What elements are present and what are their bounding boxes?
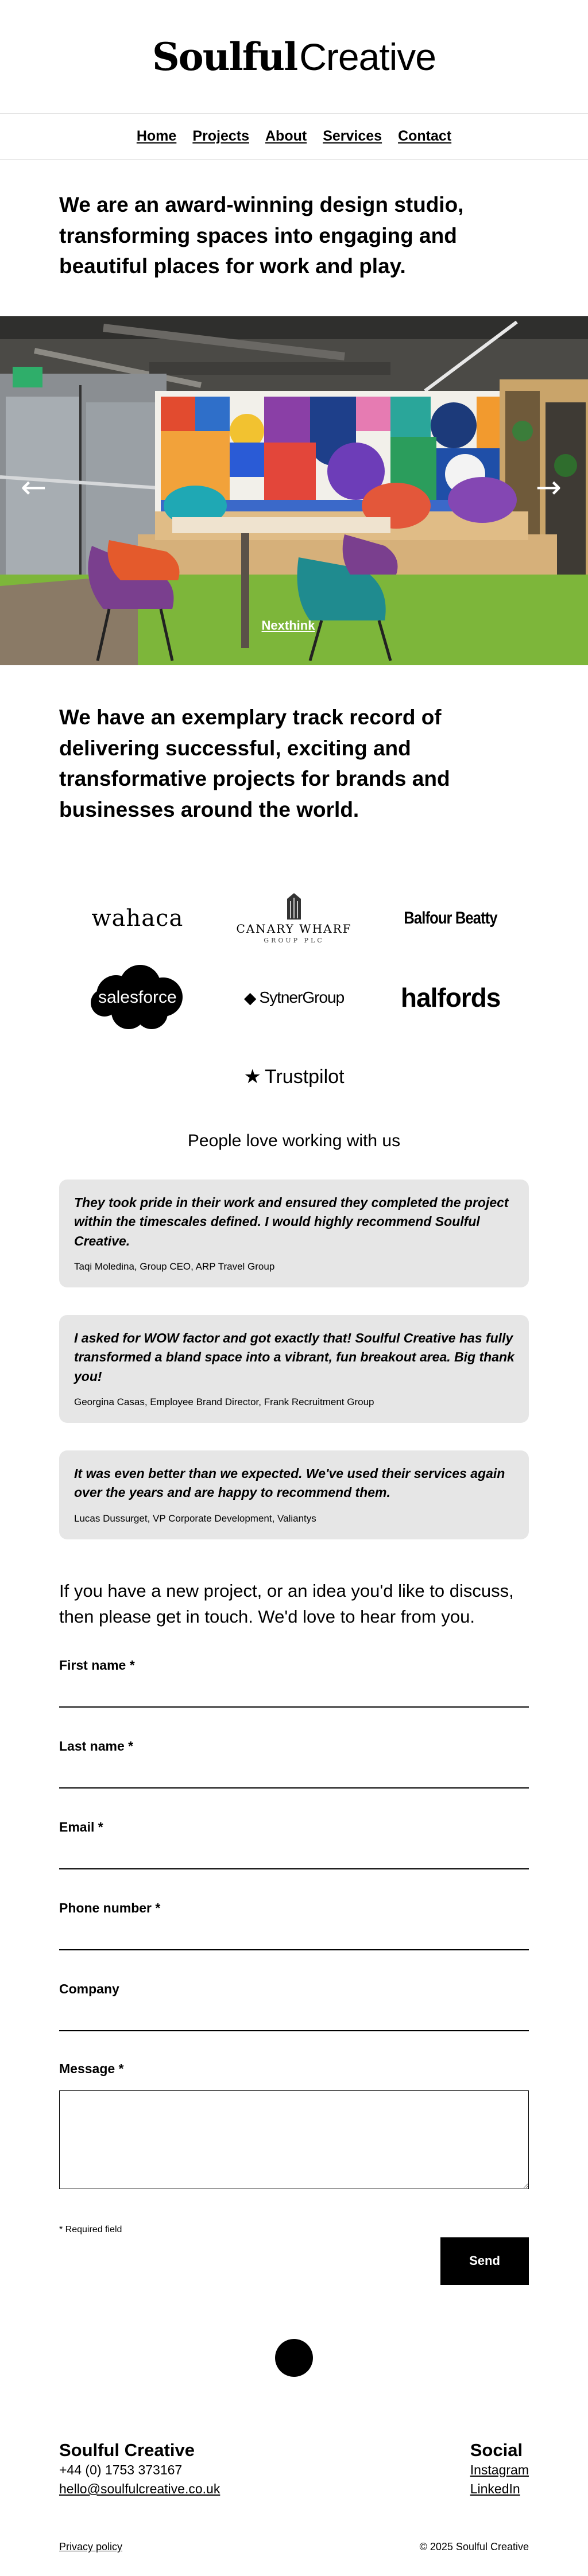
sytner-wordmark: SytnerGroup	[259, 988, 345, 1006]
intro-heading: We are an award-winning design studio, transforming spaces into engaging and beautiful places for work and play.	[59, 193, 464, 278]
carousel-prev-icon[interactable]: ←	[21, 469, 47, 505]
hero-caption-link[interactable]: Nexthink	[261, 618, 315, 633]
privacy-policy-link[interactable]: Privacy policy	[59, 2541, 123, 2553]
balfour-beatty-wordmark: Balfour Beatty	[404, 909, 497, 928]
nav-about[interactable]: About	[265, 128, 307, 144]
footer-social	[470, 2440, 529, 2499]
canary-wharf-sub: GROUP PLC	[264, 936, 324, 944]
hero-carousel	[0, 316, 588, 665]
trustpilot-wordmark: Trustpilot	[264, 1065, 345, 1088]
testimonial-card	[59, 1180, 529, 1287]
email-field	[59, 1818, 529, 1899]
logo-strong: Soulful	[152, 34, 297, 79]
testimonial-card	[59, 1450, 529, 1539]
canary-wharf-name: CANARY WHARF	[236, 921, 352, 936]
last-name-label: Last name *	[59, 1738, 134, 1753]
logo-empty-left	[59, 1037, 216, 1116]
hero-image	[0, 316, 588, 665]
halfords-wordmark: halfords	[400, 983, 501, 1012]
send-row	[59, 2237, 529, 2285]
first-name-label: First name *	[59, 1657, 135, 1673]
wahaca-wordmark: wahaca	[91, 905, 184, 932]
main-nav	[0, 114, 588, 160]
first-name-field	[59, 1656, 529, 1737]
testimonial-card	[59, 1315, 529, 1423]
company-field	[59, 1980, 529, 2061]
footer-company: Soulful Creative	[59, 2439, 195, 2460]
contact-form	[59, 1656, 529, 2285]
email-label: Email *	[59, 1819, 103, 1834]
logo-band	[0, 0, 588, 114]
phone-field	[59, 1899, 529, 1980]
footer-bottom	[59, 2541, 529, 2576]
logo-empty-right	[372, 1037, 529, 1116]
send-button[interactable]: Send	[440, 2237, 529, 2285]
testimonial-quote: It was even better than we expected. We've used their services again over the years and are happy to recommend them.	[74, 1466, 505, 1500]
track-record-heading: We have an exemplary track record of delivering successful, exciting and transformative projects for brands and businesses around the world.	[59, 705, 450, 821]
testimonial-quote: They took pride in their work and ensured they completed the project within the timescales defined. I would highly recommend Soulful Creative.	[74, 1195, 509, 1248]
footer-contact	[59, 2440, 220, 2499]
message-textarea[interactable]	[59, 2090, 529, 2189]
salesforce-wordmark: salesforce	[98, 988, 177, 1007]
carousel-next-icon[interactable]: →	[535, 469, 562, 505]
email-input[interactable]	[59, 1858, 529, 1869]
logo-wahaca	[59, 879, 216, 958]
scroll-top-button[interactable]	[275, 2339, 313, 2377]
nav-services[interactable]: Services	[323, 128, 382, 144]
logo-sytner-group	[216, 958, 373, 1037]
required-note: * Required field	[59, 2224, 122, 2234]
site-header	[0, 0, 588, 160]
logo-light: Creative	[299, 35, 436, 78]
footer-email-link[interactable]: hello@soulfulcreative.co.uk	[59, 2481, 220, 2497]
message-field	[59, 2061, 529, 2189]
nav-contact[interactable]: Contact	[398, 128, 452, 144]
company-label: Company	[59, 1981, 119, 1996]
company-input[interactable]	[59, 2020, 529, 2031]
first-name-input[interactable]	[59, 1696, 529, 1708]
nav-home[interactable]: Home	[136, 128, 177, 144]
contact-intro: If you have a new project, or an idea you'd like to discuss, then please get in touch. We'd love to hear from you.	[59, 1580, 514, 1627]
logo-salesforce	[59, 958, 216, 1037]
phone-label: Phone number *	[59, 1900, 161, 1915]
testimonial-author: Taqi Moledina, Group CEO, ARP Travel Group	[74, 1261, 275, 1273]
footer-social-title: Social	[470, 2439, 523, 2460]
phone-input[interactable]	[59, 1939, 529, 1950]
site-logo[interactable]	[152, 34, 436, 79]
last-name-input[interactable]	[59, 1777, 529, 1789]
canary-wharf-icon	[284, 893, 304, 920]
nav-projects[interactable]: Projects	[192, 128, 249, 144]
logo-halfords	[372, 958, 529, 1037]
footer-linkedin-link[interactable]: LinkedIn	[470, 2481, 520, 2497]
sytner-diamond-icon: ◆	[243, 988, 256, 1007]
logo-trustpilot	[216, 1037, 373, 1116]
copyright: © 2025 Soulful Creative	[419, 2541, 529, 2553]
footer-instagram-link[interactable]: Instagram	[470, 2462, 529, 2477]
testimonial-quote: I asked for WOW factor and got exactly that! Soulful Creative has fully transformed a bland space into a vibrant, fun breakout area. Big thank you!	[74, 1330, 514, 1384]
testimonial-author: Georgina Casas, Employee Brand Director, Frank Recruitment Group	[74, 1396, 374, 1408]
message-label: Message *	[59, 2061, 124, 2076]
testimonials-title: People love working with us	[187, 1131, 401, 1150]
site-footer	[59, 2440, 529, 2499]
scroll-top-row	[0, 2339, 588, 2377]
trustpilot-star-icon: ★	[243, 1066, 261, 1088]
client-logos	[59, 879, 529, 1116]
testimonial-author: Lucas Dussurget, VP Corporate Development, Valiantys	[74, 1512, 316, 1524]
footer-phone: +44 (0) 1753 373167	[59, 2462, 183, 2477]
last-name-field	[59, 1737, 529, 1818]
logo-balfour-beatty	[372, 879, 529, 958]
logo-canary-wharf	[216, 879, 373, 958]
